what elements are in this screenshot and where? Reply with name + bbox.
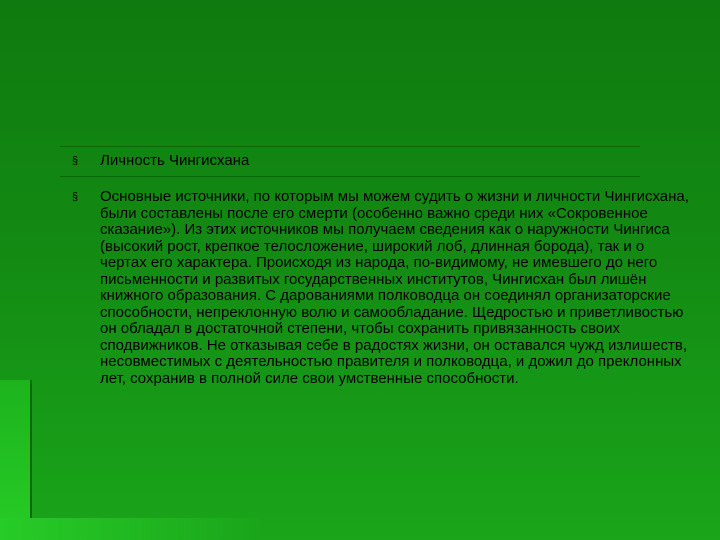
bullet-square-icon: § [72,155,79,167]
decorative-accent-vertical [0,380,30,540]
slide-content [72,148,692,387]
bullet-title-text: Личность Чингисхана [100,152,250,169]
bullet-body-text: Основные источники, по которым мы можем судить о жизни и личности Чингисхана, были составлены после его смерти (особенно важно среди них «Сокровенное сказание»). Из этих источников мы получаем сведения как о наружности Чингиса (высокий рост, крепкое телосложение, широкий лоб, длинная борода), так и о чертах его характера. Происходя из народа, по-видимому, не имевшего до него письменности и развитых государственных институтов, Чингисхан был лишён книжного образования. С дарованиями полководца он соединял организаторские способности, непреклонную волю и самообладание. Щедростью и приветливостью он обладал в достаточной степени, чтобы сохранить привязанность своих сподвижников. Не отказывая себе в радостях жизни, он оставался чужд излишеств, несовместимых с деятельностью правителя и полководца, и дожил до преклонных лет, сохранив в полной силе свои умственные способности. [100,188,689,387]
decorative-accent-stripe [30,380,32,540]
separator-line-top [60,146,640,147]
bullet-square-icon: § [72,191,79,203]
bullet-item-title [72,148,692,174]
decorative-accent-horizontal [0,518,260,540]
bullet-item-body [72,189,692,387]
